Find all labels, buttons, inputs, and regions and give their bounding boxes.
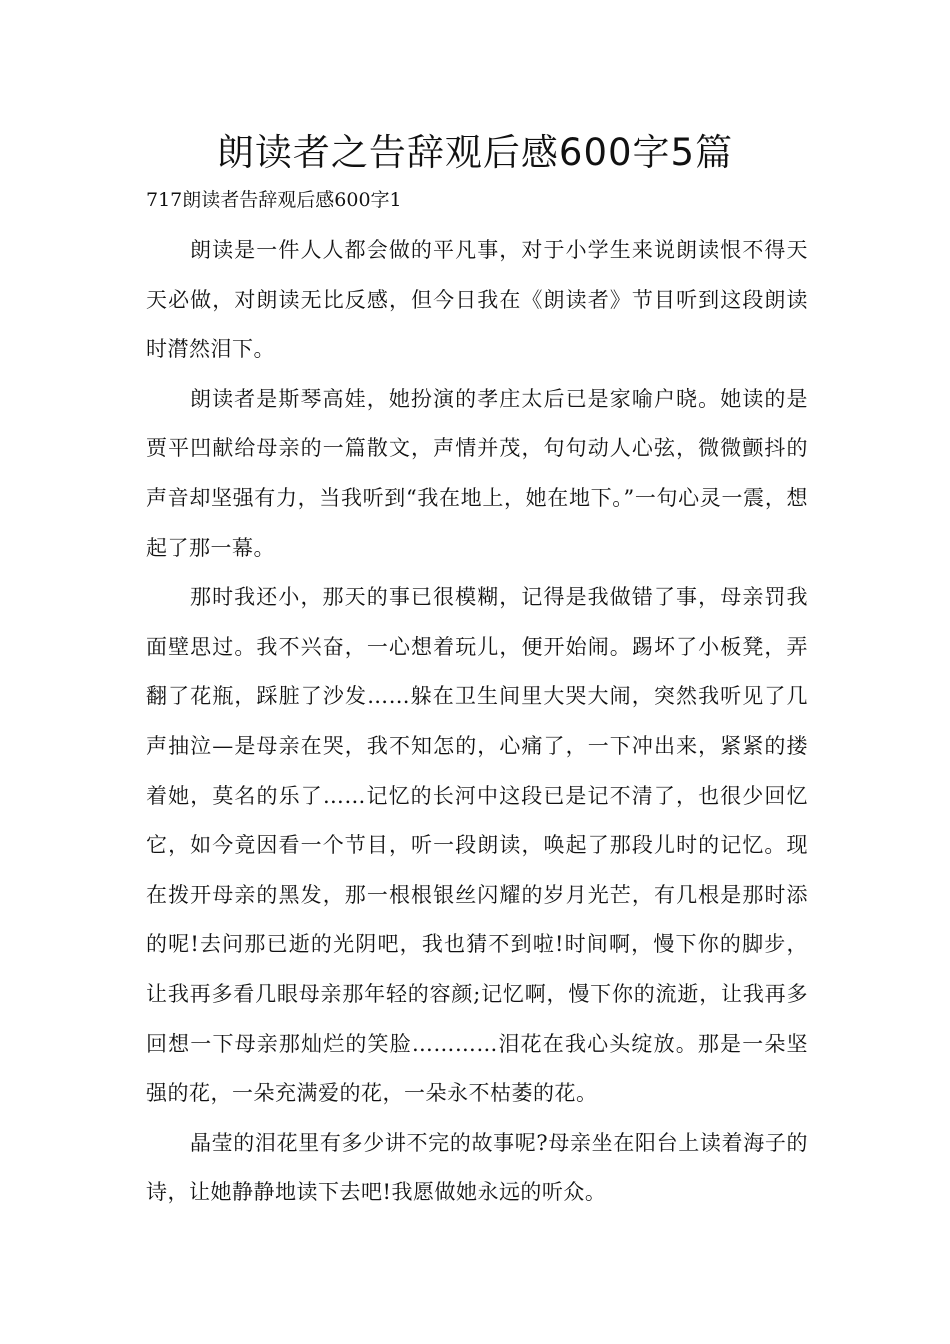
document-title: 朗读者之告辞观后感600字5篇 — [216, 131, 734, 174]
document-body — [146, 226, 808, 1218]
paragraph: 朗读是一件人人都会做的平凡事，对于小学生来说朗读恨不得天天必做，对朗读无比反感，但今日我在《朗读者》节目听到这段朗读时潸然泪下。 — [146, 238, 808, 362]
paragraph: 晶莹的泪花里有多少讲不完的故事呢?母亲坐在阳台上读着海子的诗，让她静静地读下去吧!我愿做她永远的听众。 — [146, 1130, 808, 1205]
document-subtitle: 717朗读者告辞观后感600字1 — [146, 189, 402, 211]
paragraph: 那时我还小，那天的事已很模糊，记得是我做错了事，母亲罚我面壁思过。我不兴奋，一心想着玩儿，便开始闹。踢坏了小板凳，弄翻了花瓶，踩脏了沙发……躲在卫生间里大哭大闹，突然我听见了几声抽泣—是母亲在哭，我不知怎的，心痛了，一下冲出来，紧紧的搂着她，莫名的乐了……记忆的长河中这段已是记不清了，也很少回忆它，如今竟因看一个节目，听一段朗读，唤起了那段儿时的记忆。现在拨开母亲的黑发，那一根根银丝闪耀的岁月光芒，有几根是那时添的呢!去问那已逝的光阴吧，我也猜不到啦!时间啊，慢下你的脚步，让我再多看几眼母亲那年轻的容颜;记忆啊，慢下你的流逝，让我再多回想一下母亲那灿烂的笑脸…………泪花在我心头绽放。那是一朵坚强的花，一朵充满爱的花，一朵永不枯萎的花。 — [146, 585, 808, 1106]
paragraph: 朗读者是斯琴高娃，她扮演的孝庄太后已是家喻户晓。她读的是贾平凹献给母亲的一篇散文，声情并茂，句句动人心弦，微微颤抖的声音却坚强有力，当我听到“我在地上，她在地下。”一句心灵一震，想起了那一幕。 — [146, 386, 808, 560]
